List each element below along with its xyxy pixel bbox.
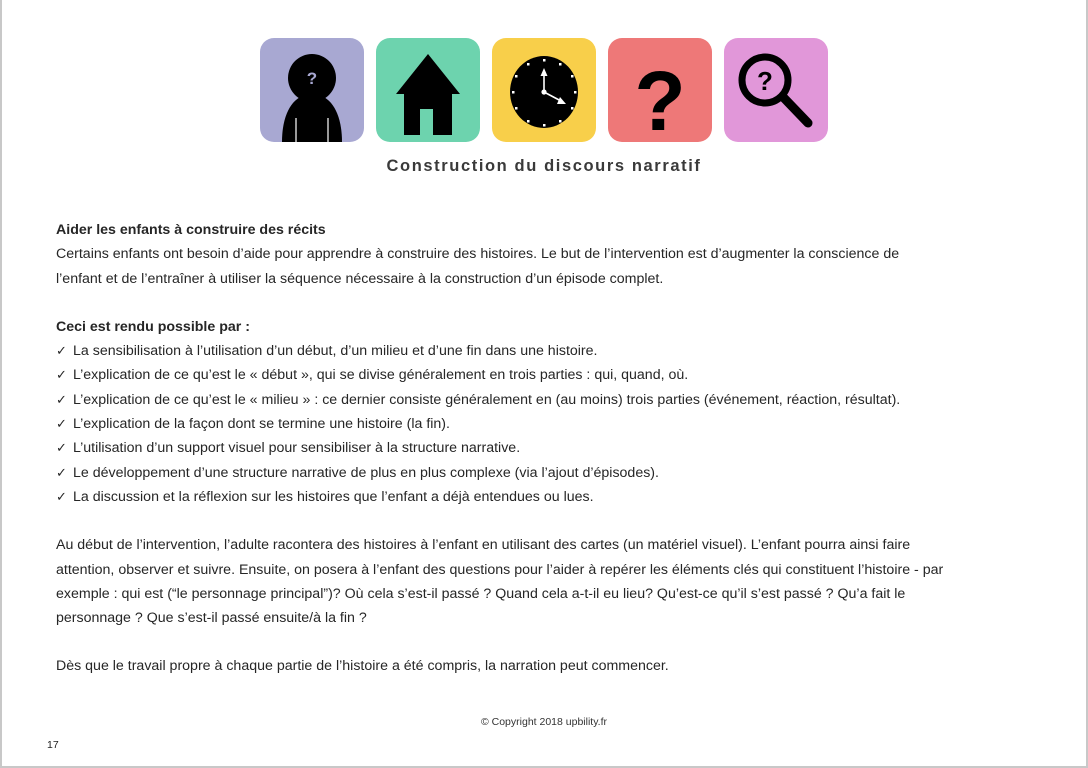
svg-text:?: ? (634, 54, 686, 142)
page-number: 17 (47, 739, 59, 751)
paragraph-line: attention, observer et suivre. Ensuite, on posera à l’enfant des questions pour l’aider à repérer les éléments clés qui constituent l’histoire - par (56, 561, 944, 578)
checkmark-icon: ✓ (56, 416, 67, 432)
section-heading: Ceci est rendu possible par : (56, 318, 250, 335)
paragraph: Dès que le travail propre à chaque partie de l’histoire a été compris, la narration peut commencer. (56, 658, 669, 675)
question-mark-icon (608, 38, 712, 142)
section-heading: Aider les enfants à construire des récits (56, 222, 326, 238)
list-item: ✓ La sensibilisation à l’utilisation d’un début, d’un milieu et d’une fin dans une histoire. (56, 339, 956, 363)
checkmark-icon: ✓ (56, 464, 67, 480)
list-item: ✓ L’explication de ce qu’est le « début », qui se divise généralement en trois parties : qui, quand, où. (56, 363, 956, 387)
clock-icon (492, 38, 596, 142)
checkmark-icon: ✓ (56, 440, 67, 456)
list-item: ✓ L’explication de ce qu’est le « milieu » : ce dernier consiste généralement en (au moins) trois parties (événement, réaction, résultat). (56, 388, 956, 412)
paragraph-line: exemple : qui est (“le personnage principal”)? Où cela s’est-il passé ? Quand cela a-t-il eu lieu? Qu’est-ce qu’il s’est passé ? Qu’a fait le (56, 585, 906, 602)
person-question-icon (260, 38, 364, 142)
checklist (56, 339, 956, 509)
paragraph-line: l’enfant et de l’entraîner à utiliser la séquence nécessaire à la construction d’un épisode complet. (56, 270, 664, 287)
list-item: ✓ La discussion et la réflexion sur les histoires que l’enfant a déjà entendues ou lues. (56, 485, 956, 509)
list-item: ✓ L’explication de la façon dont se termine une histoire (la fin). (56, 412, 956, 436)
checkmark-icon: ✓ (56, 367, 67, 383)
document-body (56, 218, 956, 679)
magnifier-question-icon (724, 38, 828, 142)
page-title: Construction du discours narratif (386, 157, 702, 175)
checkmark-icon: ✓ (56, 488, 67, 504)
house-icon (376, 38, 480, 142)
copyright-notice: © Copyright 2018 upbility.fr (480, 716, 608, 728)
list-item: ✓ L’utilisation d’un support visuel pour sensibiliser à la structure narrative. (56, 436, 956, 460)
checkmark-icon: ✓ (56, 343, 67, 359)
icon-banner (260, 38, 828, 142)
paragraph-line: personnage ? Que s’est-il passé ensuite/à la fin ? (56, 610, 367, 627)
checkmark-icon: ✓ (56, 391, 67, 407)
paragraph-line: Certains enfants ont besoin d’aide pour apprendre à construire des histoires. Le but de l’intervention est d’augmenter la conscience de (56, 246, 900, 263)
list-item: ✓ Le développement d’une structure narrative de plus en plus complexe (via l’ajout d’épisodes). (56, 461, 956, 485)
paragraph-line: Au début de l’intervention, l’adulte racontera des histoires à l’enfant en utilisant des cartes (un matériel visuel). L’enfant pourra ainsi faire (56, 537, 911, 554)
svg-text:?: ? (757, 66, 773, 96)
svg-text:?: ? (306, 69, 318, 88)
